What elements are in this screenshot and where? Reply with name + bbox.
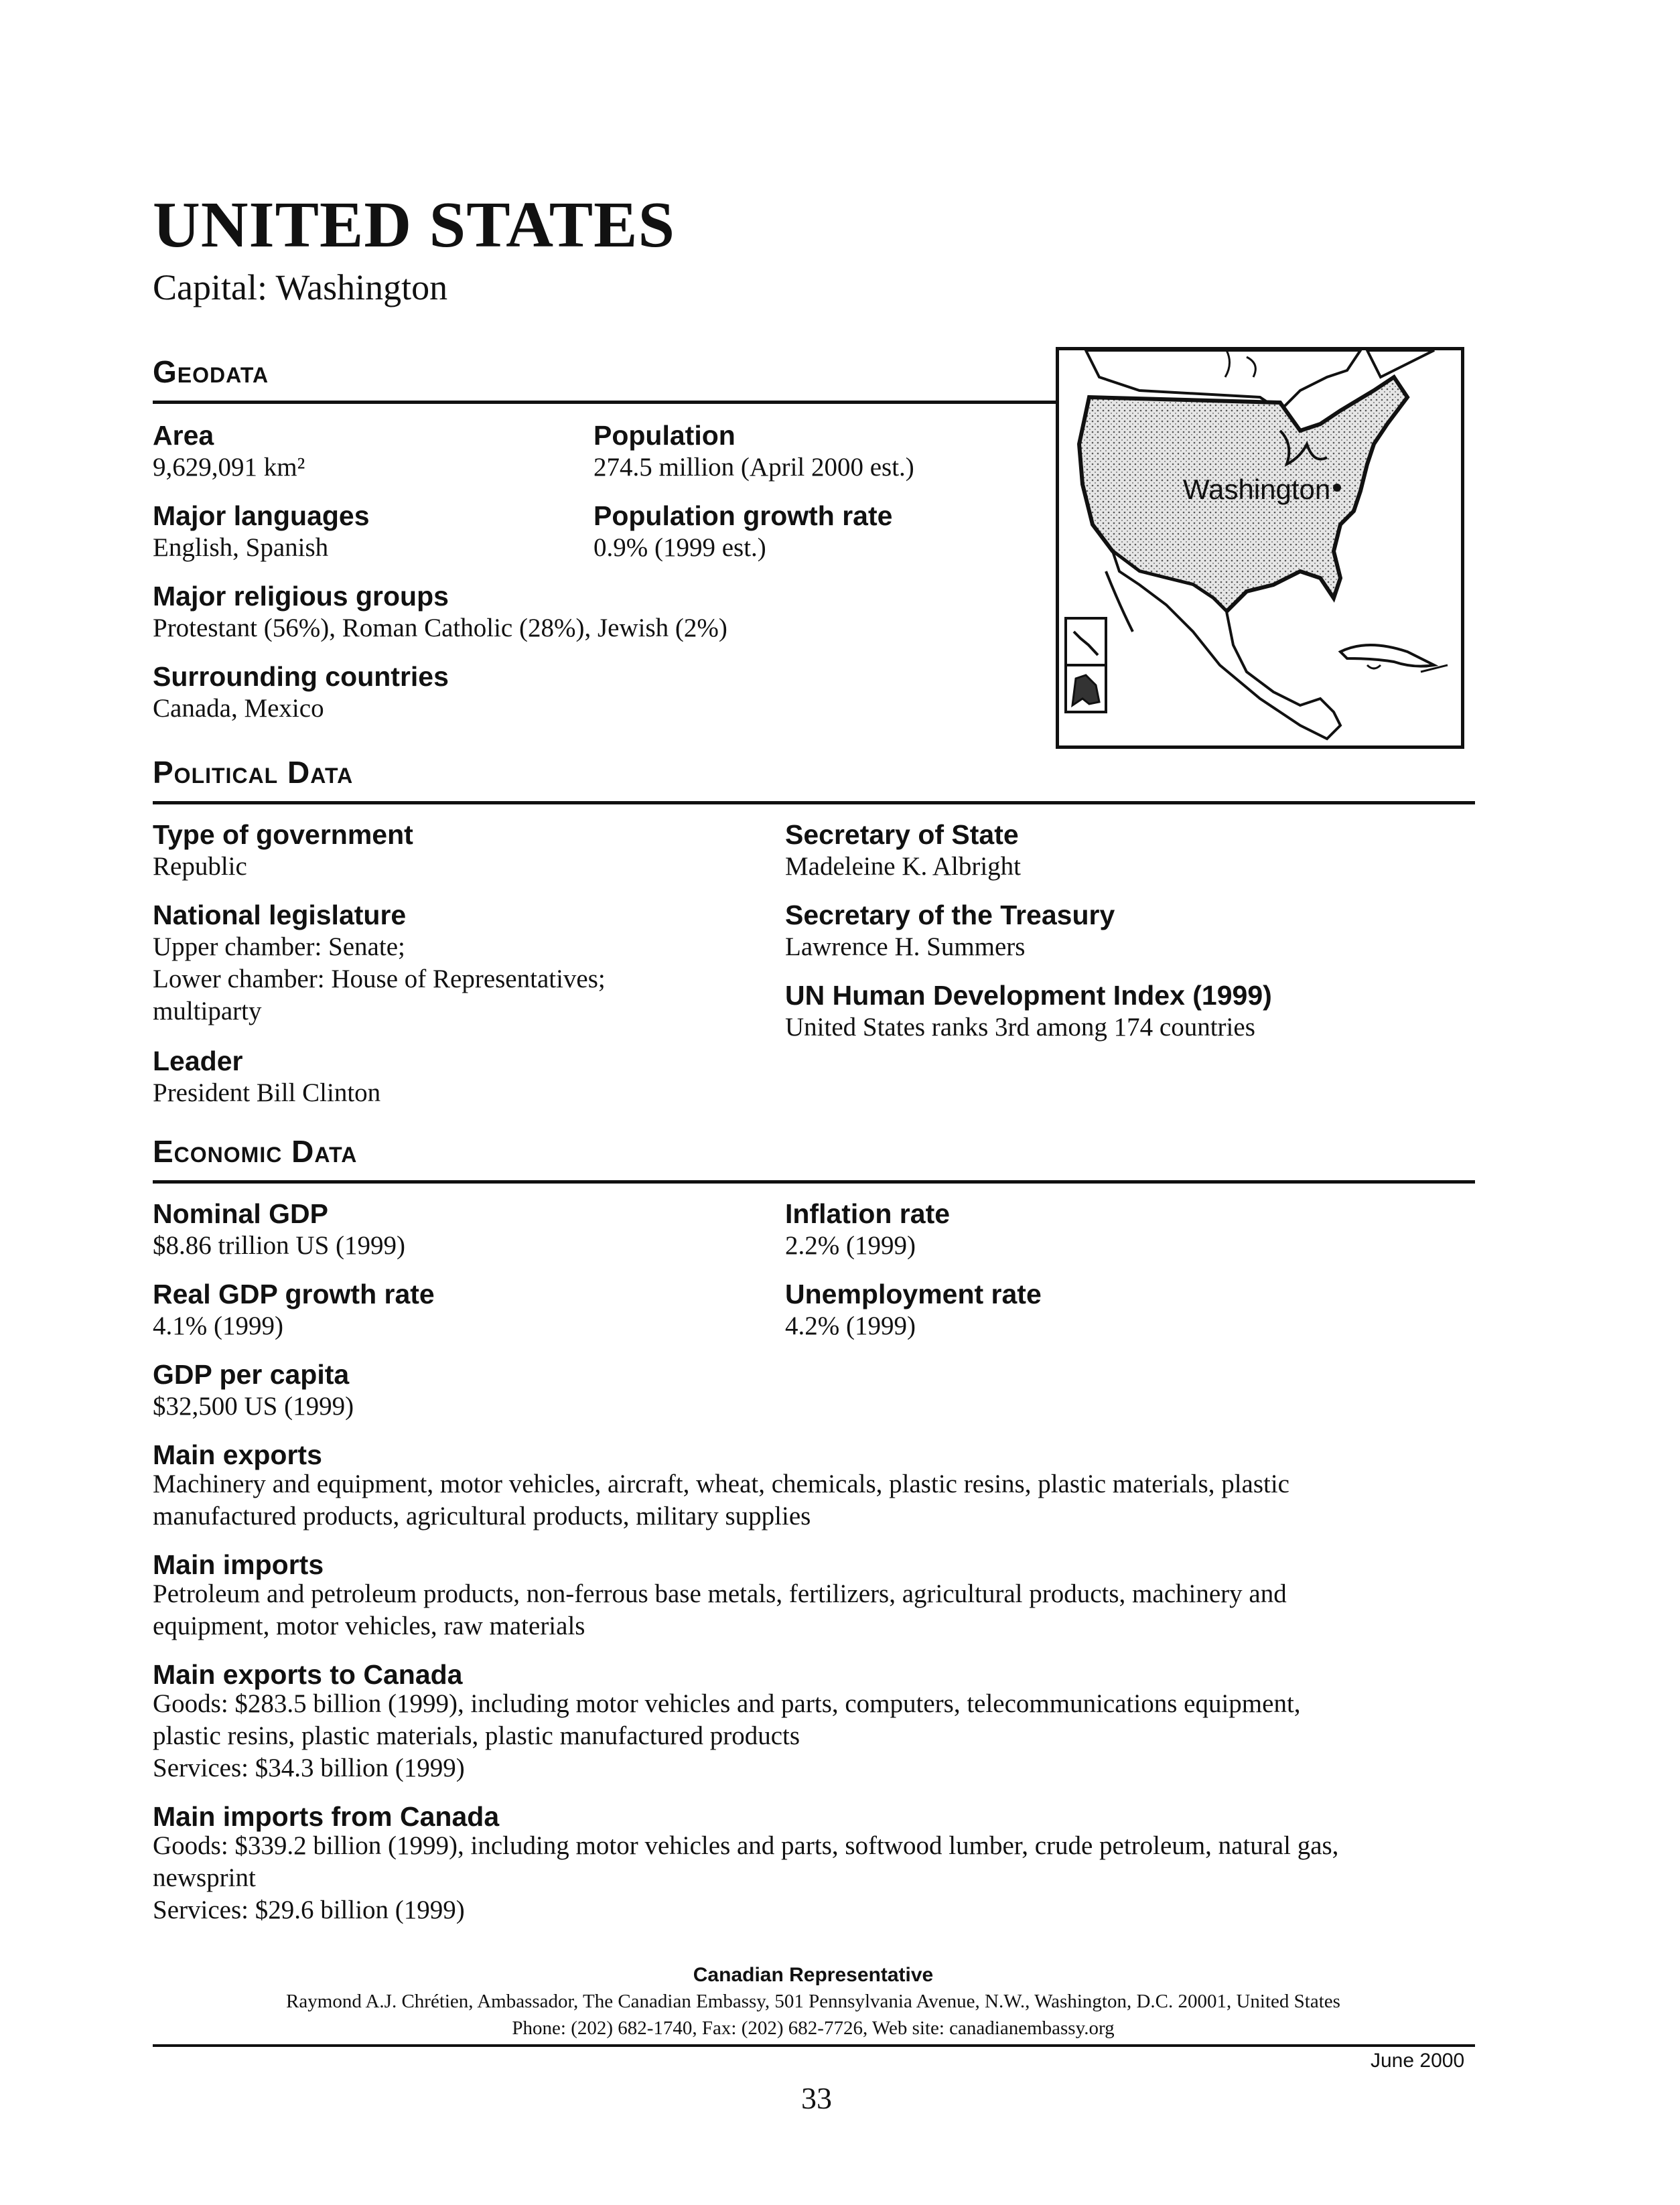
geodata-heading: Geodata bbox=[153, 354, 269, 389]
hdi-value: United States ranks 3rd among 174 countries bbox=[785, 1013, 1255, 1042]
hdi-label: UN Human Development Index (1999) bbox=[785, 980, 1272, 1011]
representative-contact: Phone: (202) 682-1740, Fax: (202) 682-7726, Web site: canadianembassy.org bbox=[512, 2017, 1115, 2039]
inflation-label: Inflation rate bbox=[785, 1198, 951, 1229]
gdp-value: $8.86 trillion US (1999) bbox=[153, 1231, 405, 1260]
caribbean-shape bbox=[1340, 645, 1434, 666]
leader-value: President Bill Clinton bbox=[153, 1078, 381, 1107]
imports-line-2: equipment, motor vehicles, raw materials bbox=[153, 1612, 585, 1640]
religion-label: Major religious groups bbox=[153, 581, 449, 612]
unemployment-value: 4.2% (1999) bbox=[785, 1311, 916, 1340]
languages-value: English, Spanish bbox=[153, 533, 329, 562]
surrounding-value: Canada, Mexico bbox=[153, 694, 324, 723]
religion-value: Protestant (56%), Roman Catholic (28%), Jewish (2%) bbox=[153, 614, 727, 642]
languages-label: Major languages bbox=[153, 500, 370, 531]
secstate-value: Madeleine K. Albright bbox=[785, 852, 1022, 881]
imports-canada-line-1: Goods: $339.2 billion (1999), including motor vehicles and parts, softwood lumber, crude petroleum, natural gas, bbox=[153, 1831, 1339, 1860]
legislature-label: National legislature bbox=[153, 900, 407, 930]
inflation-value: 2.2% (1999) bbox=[785, 1231, 916, 1260]
area-value: 9,629,091 km² bbox=[153, 453, 305, 482]
percapita-label: GDP per capita bbox=[153, 1359, 350, 1390]
capital-line: Capital: Washington bbox=[153, 267, 448, 307]
percapita-value: $32,500 US (1999) bbox=[153, 1392, 354, 1421]
imports-canada-line-2: newsprint bbox=[153, 1863, 256, 1892]
imports-canada-label: Main imports from Canada bbox=[153, 1801, 500, 1832]
imports-line-1: Petroleum and petroleum products, non-ferrous base metals, fertilizers, agricultural products, machinery and bbox=[153, 1579, 1287, 1608]
unemployment-label: Unemployment rate bbox=[785, 1279, 1042, 1309]
growth-label: Population growth rate bbox=[593, 500, 893, 531]
country-title: UNITED STATES bbox=[153, 189, 676, 261]
exports-line-2: manufactured products, agricultural products, military supplies bbox=[153, 1502, 811, 1531]
map-city-label: Washington bbox=[1183, 474, 1331, 505]
legislature-line-1: Upper chamber: Senate; bbox=[153, 932, 405, 961]
exports-canada-label: Main exports to Canada bbox=[153, 1659, 463, 1690]
exports-canada-line-2: plastic resins, plastic materials, plastic manufactured products bbox=[153, 1721, 800, 1750]
geodata-rule bbox=[153, 401, 1057, 404]
population-label: Population bbox=[593, 420, 736, 451]
area-label: Area bbox=[153, 420, 214, 451]
leader-label: Leader bbox=[153, 1046, 243, 1076]
legislature-line-3: multiparty bbox=[153, 997, 262, 1025]
exports-canada-line-1: Goods: $283.5 billion (1999), including motor vehicles and parts, computers, telecommunications equipment, bbox=[153, 1689, 1301, 1718]
government-value: Republic bbox=[153, 852, 247, 881]
exports-line-1: Machinery and equipment, motor vehicles, aircraft, wheat, chemicals, plastic resins, plastic materials, plastic bbox=[153, 1470, 1289, 1498]
economic-rule bbox=[153, 1180, 1475, 1184]
legislature-line-2: Lower chamber: House of Representatives; bbox=[153, 965, 606, 993]
realgdp-label: Real GDP growth rate bbox=[153, 1279, 435, 1309]
exports-canada-line-3: Services: $34.3 billion (1999) bbox=[153, 1754, 465, 1782]
imports-label: Main imports bbox=[153, 1549, 324, 1580]
location-map bbox=[1056, 347, 1464, 749]
treasury-value: Lawrence H. Summers bbox=[785, 932, 1026, 961]
imports-canada-line-3: Services: $29.6 billion (1999) bbox=[153, 1896, 465, 1924]
political-heading: Political Data bbox=[153, 755, 354, 790]
footer-rule bbox=[153, 2044, 1475, 2047]
capital-marker bbox=[1333, 484, 1341, 492]
growth-value: 0.9% (1999 est.) bbox=[593, 533, 766, 562]
exports-label: Main exports bbox=[153, 1439, 322, 1470]
representative-address: Raymond A.J. Chrétien, Ambassador, The Canadian Embassy, 501 Pennsylvania Avenue, N.W., Washington, D.C. 20001, United States bbox=[286, 1991, 1340, 2012]
realgdp-value: 4.1% (1999) bbox=[153, 1311, 283, 1340]
treasury-label: Secretary of the Treasury bbox=[785, 900, 1115, 930]
government-label: Type of government bbox=[153, 819, 413, 850]
economic-heading: Economic Data bbox=[153, 1134, 358, 1169]
representative-heading: Canadian Representative bbox=[693, 1964, 934, 1986]
political-rule bbox=[153, 801, 1475, 804]
publication-date: June 2000 bbox=[1371, 2050, 1465, 2072]
page-number: 33 bbox=[801, 2081, 832, 2115]
gdp-label: Nominal GDP bbox=[153, 1198, 328, 1229]
population-value: 274.5 million (April 2000 est.) bbox=[593, 453, 914, 482]
secstate-label: Secretary of State bbox=[785, 819, 1019, 850]
north-america-map bbox=[1059, 350, 1461, 745]
surrounding-label: Surrounding countries bbox=[153, 661, 449, 692]
